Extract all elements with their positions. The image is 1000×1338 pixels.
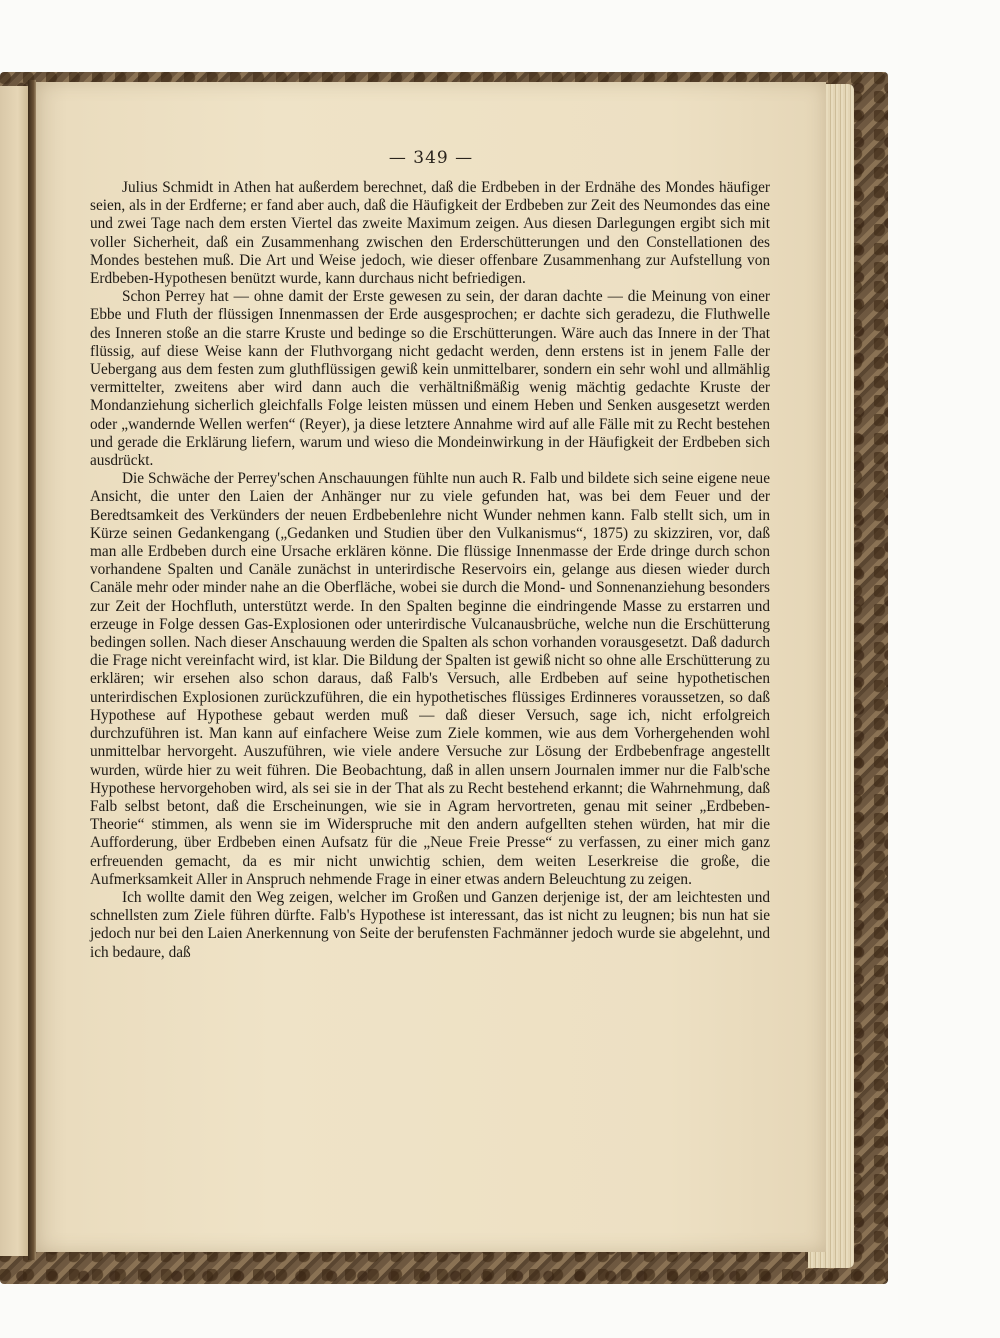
book-gutter (28, 80, 36, 1260)
page-number: — 349 — (388, 148, 474, 168)
body-text (90, 179, 770, 962)
paragraph-2: Schon Perrey hat — ohne damit der Erste gewesen zu sein, der daran dachte — die Meinung von einer Ebbe und Fluth der flüssigen Innenmassen der Erde ausgesprochen; er dachte sich geradezu, die Fluthwelle des Inneren stoße an die starre Kruste und bedinge so die Erschütterungen. Wäre auch das Innere in der That flüssig, auf diese Weise kann der Fluthvorgang nicht gedacht werden, denn erstens ist in jenem Falle der Uebergang aus dem festen zum gluthflüssigen gewiß kein unmittelbarer, sondern ein sehr wohl und allmählig vermittelter, zweitens aber wird dann auch die verhältnißmäßig wenig mächtig gedachte Kruste der Mondanziehung sicherlich gleichfalls Folge leisten müssen und einem Heben und Senken ausgesetzt werden oder „wandernde Wellen werfen“ (Reyer), ja diese letztere Annahme wird auf alle Fälle mit zu Recht bestehen und gerade die Erklärung liefern, warum und wieso die Mondeinwirkung in der Häufigkeit der Erdbeben sich ausdrückt. (90, 288, 770, 470)
paragraph-1: Julius Schmidt in Athen hat außerdem berechnet, daß die Erdbeben in der Erdnähe des Mondes häufiger seien, als in der Erdferne; er fand aber auch, daß die Häufigkeit der Erdbeben zur Zeit des Neumondes das eine und zwei Tage nach dem ersten Viertel das zweite Maximum zeigen. Aus diesen Darlegungen ergibt sich mit voller Sicherheit, daß ein Zusammenhang zwischen den Erderschütterungen und den Constellationen des Mondes bestehen muß. Die Art und Weise jedoch, wie dieser offenbare Zusammenhang zur Aufstellung von Erdbeben-Hypothesen benützt wurde, kann durchaus nicht befriedigen. (90, 179, 771, 288)
paragraph-4: Ich wollte damit den Weg zeigen, welcher im Großen und Ganzen derjenige ist, der am leichtesten und schnellsten zum Ziele führen dürfte. Falb's Hypothese ist interessant, das ist nicht zu leugnen; bis nun hat sie jedoch nur bei den Laien Anerkennung von Seite der berufensten Fachmänner jedoch wurde sie abgelehnt, und ich bedaure, daß (90, 888, 770, 961)
book-page (36, 82, 826, 1252)
paragraph-3: Die Schwäche der Perrey'schen Anschauungen fühlte nun auch R. Falb und bildete sich seine eigene neue Ansicht, die unter den Laien der Anhänger nur zu viele gefunden hat, was bei dem Feuer und der Beredtsamkeit des Verkünders der neuen Erdbebenlehre nicht Wunder nehmen kann. Falb stellt sich, um in Kürze seinen Gedankengang („Gedanken und Studien über den Vulkanismus“, 1875) zu skizziren, vor, daß man alle Erdbeben durch eine Ursache erklären könne. Die flüssige Innenmasse der Erde dringe durch schon vorhandene Spalten und Canäle zunächst in unterirdische Reservoirs ein, gelange aus diesen wieder durch Canäle mehr oder minder nahe an die Oberfläche, wobei sie durch die Mond- und Sonnenanziehung besonders zur Zeit der Hochfluth, unterstützt werde. In den Spalten beginne die eindringende Masse zu erstarren und erzeuge in Folge dessen Gas-Explosionen oder unterirdische Vulcanausbrüche, welche nun die Erschütterung bedingen sollen. Nach dieser Anschauung werden die Spalten als schon vorhanden vorausgesetzt. Daß dadurch die Frage nicht vereinfacht wird, ist klar. Die Bildung der Spalten ist gewiß nicht so ohne alle Erschütterung zu erklären; wir ersehen also schon daraus, daß Falb's Versuch, alle Erdbeben auf seine hypothetischen unterirdischen Explosionen zurückzuführen, die ein hypothetisches flüssiges Erdinneres voraussetzen, so daß Hypothese auf Hypothese gebaut werden muß — daß dieser Versuch, sage ich, nicht erfolgreich durchzuführen ist. Man kann auf einfachere Weise zum Ziele kommen, wie aus dem Vorhergehenden wohl unmittelbar hervorgeht. Auszuführen, wie viele andere Versuche zur Lösung der Erdbebenfrage angestellt wurden, würde hier zu weit führen. Die Beobachtung, daß in allen unsern Journalen immer nur die Falb'sche Hypothese hervorgehoben wird, als sei sie in der That als zu Recht bestehend erkannt; die Wahrnehmung, daß Falb selbst betont, daß die Erscheinungen, wie sie in Agram hervortreten, genau mit seiner „Erdbeben-Theorie“ stimmen, als wenn sie im Widerspruche mit den andern aufgellten stehen würden, hat mir die Aufforderung, über Erdbeben einen Aufsatz für die „Neue Freie Presse“ zu verfassen, zu einer mich ganz erfreuenden gemacht, da es mir nicht unwichtig schien, dem weiten Leserkreise die große, die Aufmerksamkeit Aller in Anspruch nehmende Frage in einer etwas andern Beleuchtung zu zeigen. (90, 470, 770, 888)
